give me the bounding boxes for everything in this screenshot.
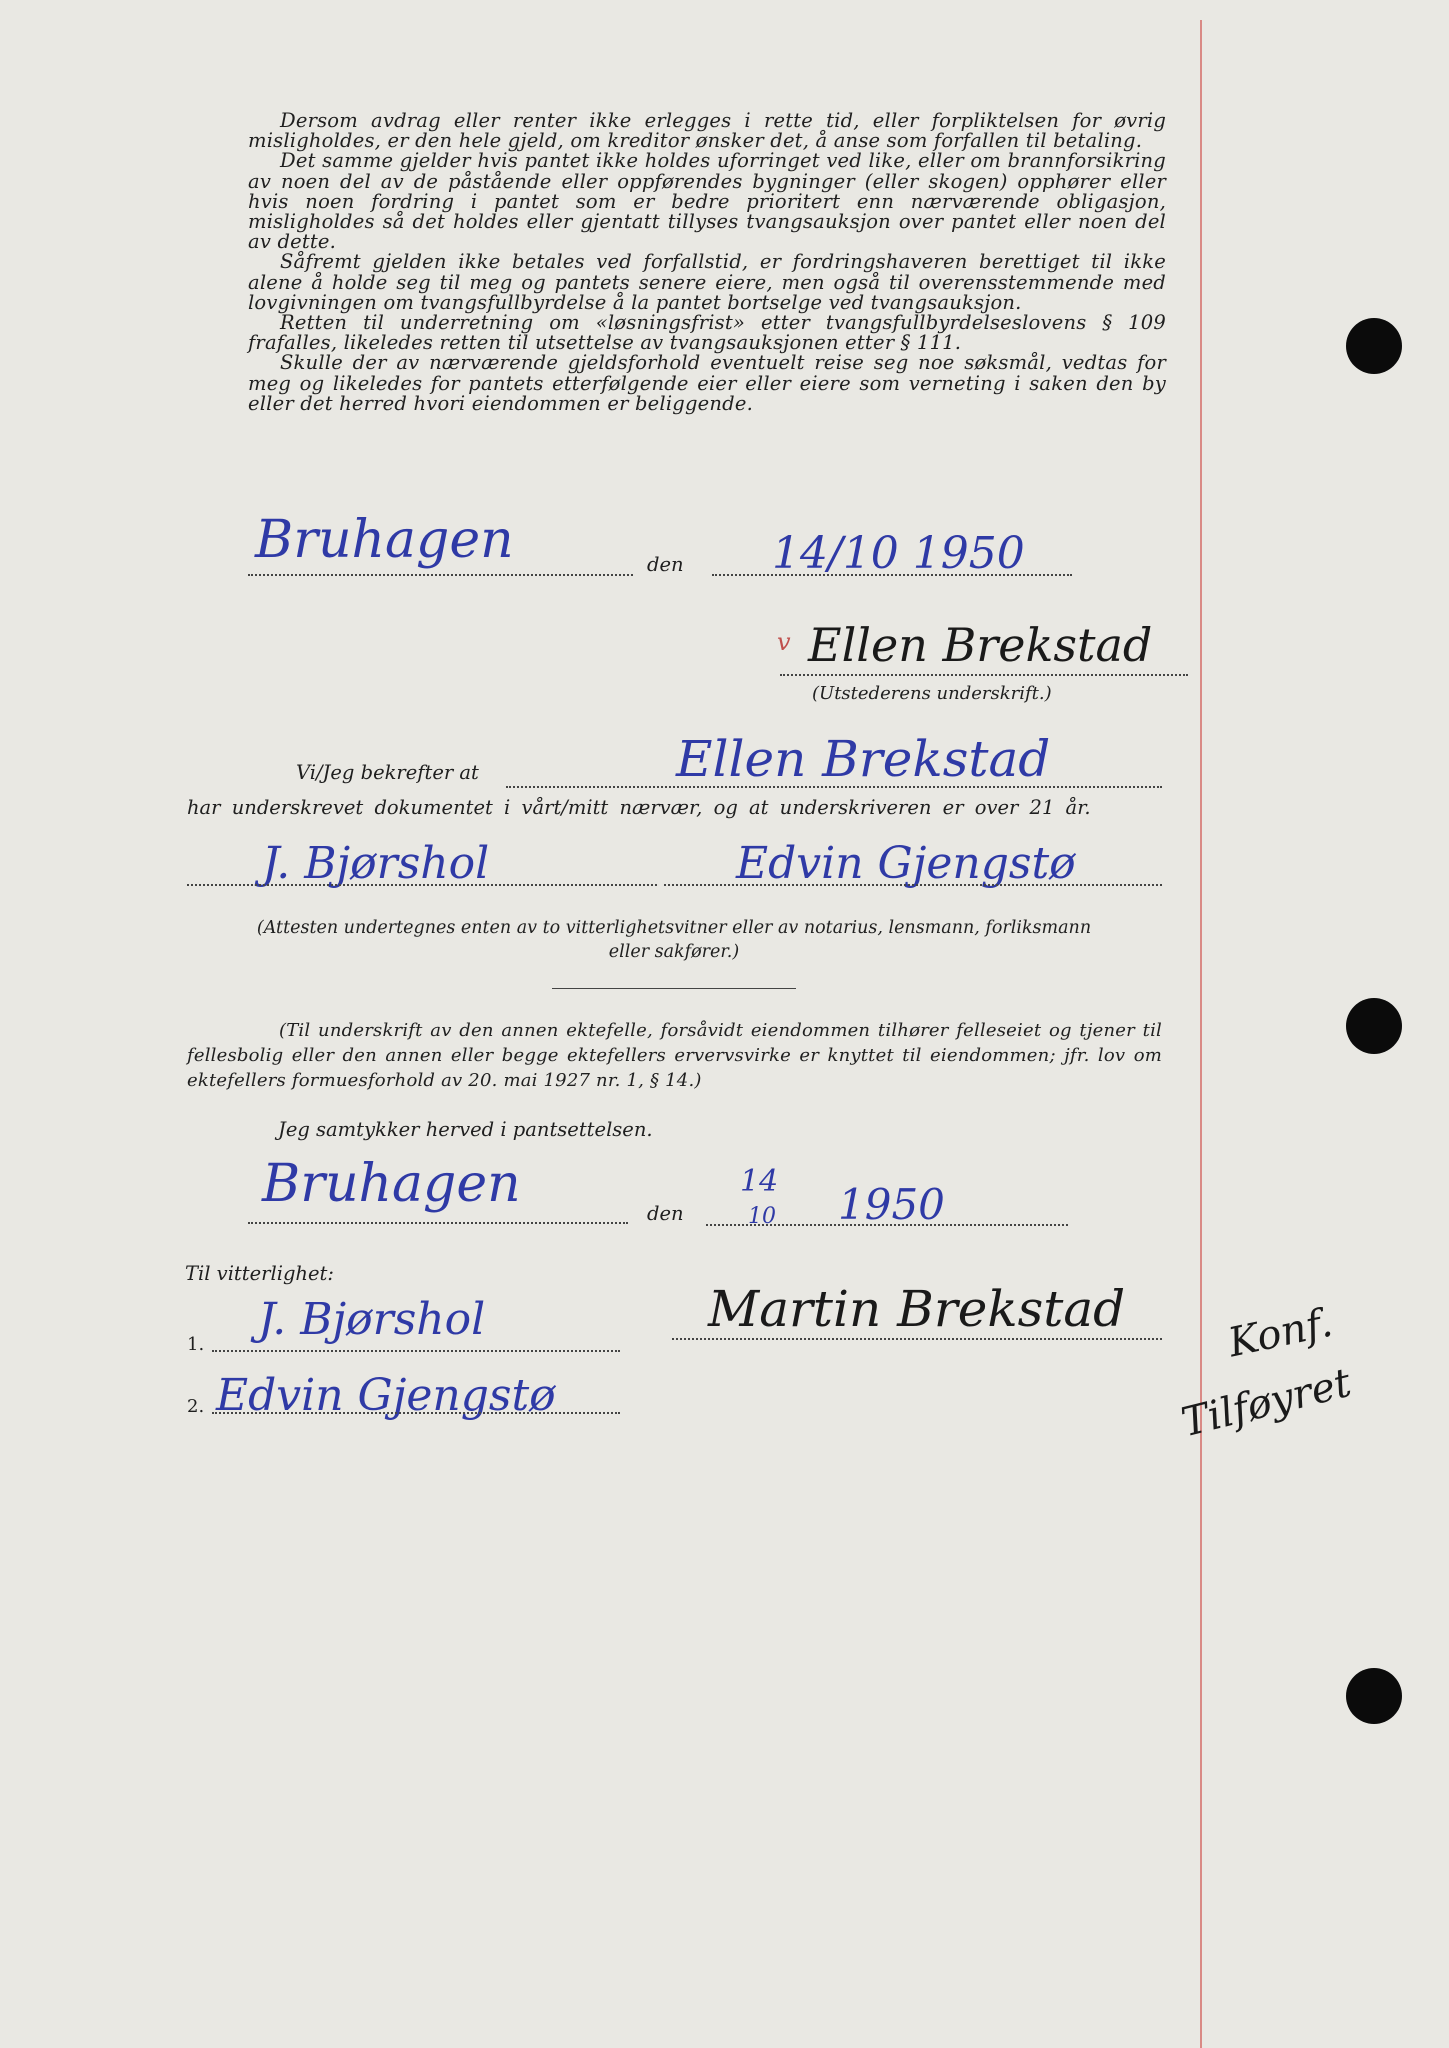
attest-witness1-line (187, 884, 657, 886)
witness-label: Til vitterlighet: (185, 1262, 334, 1285)
confirm-text: har underskrevet dokumentet i vårt/mitt nærvær, og at underskriveren er over 21 år. (187, 796, 1091, 819)
issue-place-handwriting: Bruhagen (255, 510, 514, 570)
issuer-signature-handwriting: Ellen Brekstad (808, 618, 1153, 672)
margin-rule (1200, 20, 1202, 2048)
spouse-signature-line (672, 1338, 1162, 1340)
witness-number-2: 2. (187, 1396, 205, 1417)
clause-maintenance: Det samme gjelder hvis pantet ikke holdes uforringet ved like, eller om brannforsikring av noen del av de påstående eller oppførendes bygninger (eller skogen) opphører eller hvis noen fordring i pantet som er bedre prioritert enn nærværende obligasjon, misligholdes så det holdes eller gjentatt tillyses tvangsauksjon over pantet eller noen del av dette. (248, 149, 1166, 254)
spouse-witness1-line (212, 1350, 620, 1352)
attest-note (182, 916, 1166, 964)
issuer-signature-caption: (Utstederens underskrift.) (812, 683, 1052, 704)
check-mark: v (777, 628, 791, 656)
clause-venue: Skulle der av nærværende gjeldsforhold eventuelt reise seg noe søksmål, vedtas for meg og likeledes for pantets etterfølgende eier eller eiere som verneting i saken den by eller det herred hvori eiendommen er beliggende. (248, 351, 1166, 415)
spouse-signature-handwriting: Martin Brekstad (708, 1280, 1126, 1338)
spouse-date-day-handwriting: 14 (740, 1164, 779, 1199)
clause-notice: Retten til underretning om «løsningsfrist» etter tvangsfullbyrdelseslovens § 109 frafalles, likeledes retten til utsettelse av tvangsauksjonen etter § 111. (248, 311, 1166, 355)
attest-note-line2: eller sakfører.) (608, 942, 740, 962)
spouse-place-line (248, 1222, 628, 1224)
clause-default: Dersom avdrag eller renter ikke erlegges i rette tid, eller forpliktelsen for øvrig misligholdes, er den hele gjeld, om kreditor ønsker det, å anse som forfallen til betaling. (248, 109, 1166, 153)
section-divider (552, 988, 796, 989)
spouse-place-handwriting: Bruhagen (262, 1154, 521, 1214)
issue-date-handwriting: 14/10 1950 (772, 528, 1025, 579)
margin-note-line2: Tilføyret (1176, 1359, 1356, 1447)
confirm-name-line (506, 786, 1162, 788)
witness-number-1: 1. (187, 1334, 205, 1355)
attest-witness1-handwriting: J. Bjørshol (262, 838, 490, 889)
issue-den-label: den (647, 553, 684, 576)
issue-place-line (248, 574, 633, 576)
spouse-note: (Til underskrift av den annen ektefelle, forsåvidt eiendommen tilhører felleseiet og tjener til fellesbolig eller den annen eller begge ektefellers ervervsvirke er knyttet til eiendommen; jfr. lov om ektefellers formuesforhold av 20. mai 1927 nr. 1, § 14.) (187, 1020, 1162, 1091)
punch-hole-middle (1346, 998, 1402, 1054)
attest-witness2-line (664, 884, 1162, 886)
punch-hole-bottom (1346, 1668, 1402, 1724)
spouse-den-label: den (647, 1202, 684, 1225)
confirm-label: Vi/Jeg bekrefter at (296, 761, 479, 784)
clause-enforcement: Såfremt gjelden ikke betales ved forfallstid, er fordringshaveren berettiget til ikke alene å holde seg til meg og pantets senere eiere, men også til overensstemmende med lovgivningen om tvangsfullbyrdelse å la pantet bortselge ved tvangsauksjon. (248, 250, 1166, 314)
spouse-date-year-handwriting: 1950 (838, 1180, 945, 1229)
spouse-date-month-handwriting: 10 (748, 1204, 776, 1229)
issue-date-line (712, 574, 1072, 576)
spouse-witness2-handwriting: Edvin Gjengstø (216, 1370, 556, 1421)
confirm-name-handwriting: Ellen Brekstad (676, 730, 1051, 788)
punch-hole-top (1346, 318, 1402, 374)
spouse-consent: Jeg samtykker herved i pantsettelsen. (278, 1118, 653, 1141)
spouse-witness2-line (212, 1412, 620, 1414)
body-clauses (248, 111, 1166, 414)
margin-note-line1: Konf. (1224, 1299, 1337, 1367)
spouse-witness1-handwriting: J. Bjørshol (258, 1294, 486, 1345)
attest-note-line1: (Attesten undertegnes enten av to vitterlighetsvitner eller av notarius, lensmann, forliksmann (256, 918, 1092, 938)
attest-witness2-handwriting: Edvin Gjengstø (736, 838, 1076, 889)
issuer-signature-line (780, 674, 1188, 676)
spouse-date-line (706, 1224, 1068, 1226)
